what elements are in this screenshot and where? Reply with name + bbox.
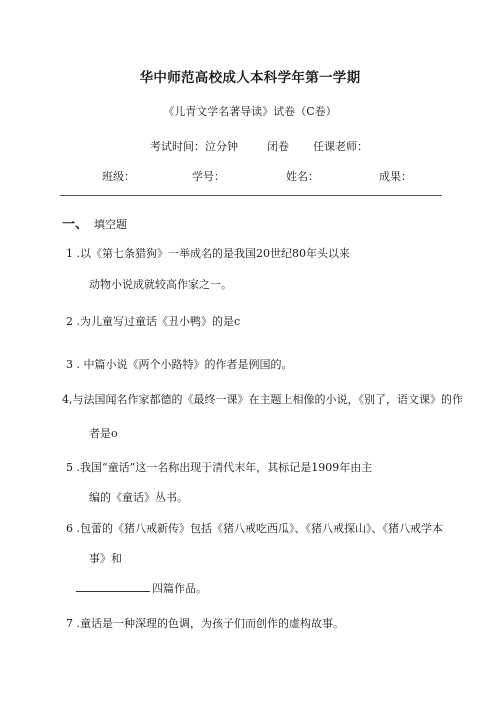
- question-2: 2 .为儿童写过童话《丑小鸭》的是c: [66, 315, 241, 328]
- question-4-line-2: 者是o: [89, 427, 118, 440]
- question-6-line-1: 6 .包蕾的《猪八戒新传》包括《猪八戒吃西瓜》、《猪八戒探山》、《猪八戒学本: [66, 522, 443, 535]
- section-heading: [62, 213, 127, 232]
- question-6-line-2: 事》和: [89, 552, 122, 565]
- question-6-line-3: [76, 580, 207, 596]
- question-7: 7 .童话是一种深理的色调，为孩子们而创作的虚构故事。: [66, 617, 344, 630]
- class-label: 班级：: [102, 170, 135, 183]
- answer-blank[interactable]: [76, 582, 150, 592]
- question-1-line-1: 1 .以《第七条猎狗》一举成名的是我国20世纪80年头以来: [66, 247, 350, 260]
- exam-type: 闭卷: [267, 140, 289, 153]
- question-6-suffix: 四篇作品。: [152, 582, 207, 595]
- teacher-label: 任课老师：: [313, 140, 368, 153]
- page-title: 华中师范高校成人本科学年第一学期: [139, 70, 361, 86]
- question-3: 3 . 中篇小说《两个小路特》的作者是例国的。: [66, 358, 293, 371]
- name-label: 姓名：: [286, 170, 319, 183]
- section-number: 一、: [62, 217, 89, 232]
- header-divider: [60, 195, 442, 196]
- exam-subtitle: 《儿青文学名著导读》试卷（C卷）: [163, 105, 337, 118]
- question-4-line-1: 4,与法国闻名作家都德的《最终一课》在主题上相像的小说，《别了，语文课》的作: [62, 393, 463, 406]
- exam-time: 考试时间：泣分钟: [150, 140, 238, 153]
- question-5-line-2: 编的《童话》丛书。: [89, 491, 188, 504]
- question-1-line-2: 动物小说成就较高作家之一。: [89, 278, 232, 291]
- question-5-line-1: 5 .我国“童话”这一名称出现于清代末年，其标记是1909年由主: [66, 461, 373, 474]
- section-title: 填空题: [94, 218, 128, 231]
- student-id-label: 学号：: [192, 170, 225, 183]
- score-label: 成果：: [379, 170, 412, 183]
